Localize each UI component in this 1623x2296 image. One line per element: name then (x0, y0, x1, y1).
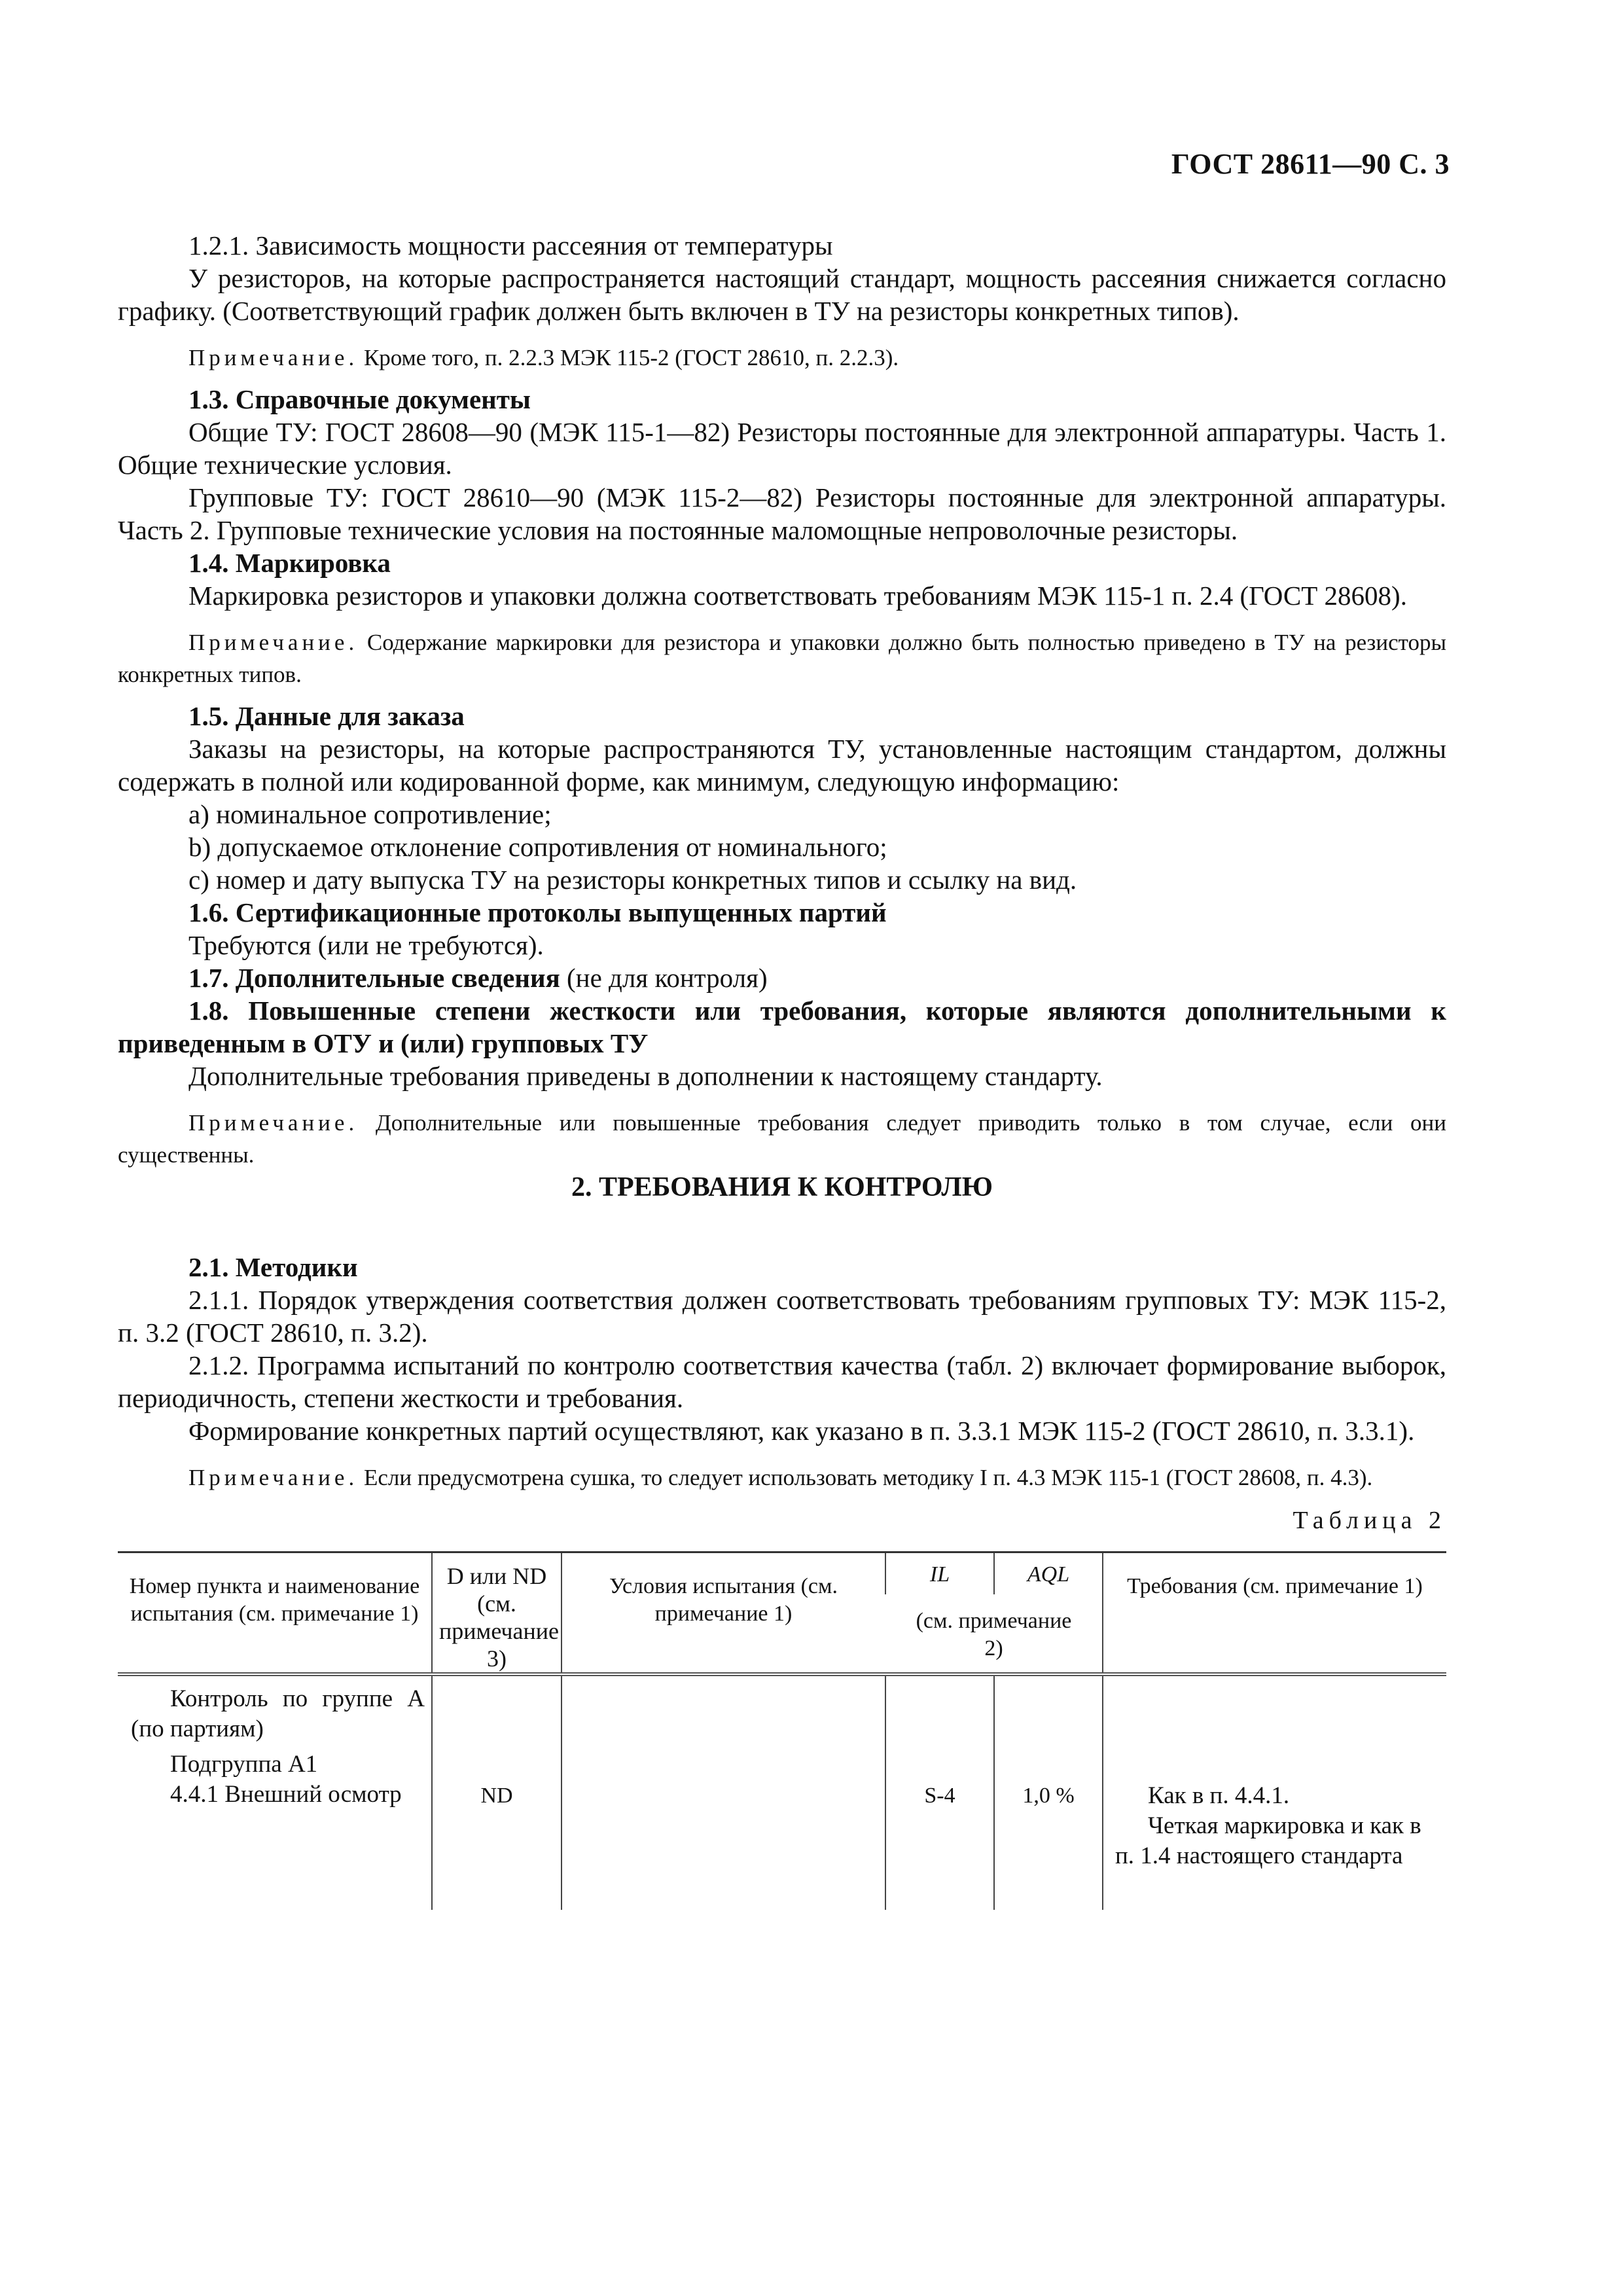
note-label: Примечание. (188, 1110, 359, 1136)
col-header-il-aql-note-text: (см. примечание 2) (916, 1608, 1072, 1660)
list-item: c) номер и дату выпуска ТУ на резисторы конкретных типов и ссылку на вид. (188, 865, 1077, 895)
req-1: Как в п. 4.4.1. (1148, 1782, 1290, 1809)
col-header-il-text: IL (929, 1562, 950, 1587)
s15-title: 1.5. Данные для заказа (188, 701, 465, 731)
s13-p2: Групповые ТУ: ГОСТ 28610—90 (МЭК 115-2—82) Резисторы постоянные для электронной аппаратуры. Часть 2. Групповые технические условия на постоянные маломощные непроволочные резисторы. (118, 482, 1446, 545)
note-3-text: Дополнительные или повышенные требования следует приводить только в том случае, если они существенны. (118, 1110, 1447, 1168)
note-3 (118, 1107, 1446, 1171)
note-label: Примечание. (188, 1465, 359, 1490)
s121-text: У резисторов, на которые распространяется настоящий стандарт, мощность рассеяния снижается согласно графику. (Соответствующий график должен быть включен в ТУ на резисторы конкретных типов). (118, 263, 1446, 326)
col-header-aql-text: AQL (1027, 1562, 1070, 1587)
col-header-il (885, 1552, 994, 1594)
note-4-text: Если предусмотрена сушка, то следует использовать методику I п. 4.3 МЭК 115-1 (ГОСТ 28608, п. 4.3). (363, 1465, 1373, 1490)
note-label: Примечание. (188, 630, 359, 655)
note-1 (118, 342, 1446, 374)
row-subgroup: Подгруппа А1 (170, 1751, 318, 1778)
s211-text: 2.1.1. Порядок утверждения соответствия должен соответствовать требованиям групповых ТУ: МЭК 115-2, п. 3.2 (ГОСТ 28610, п. 3.2). (118, 1285, 1446, 1348)
note-2 (118, 626, 1446, 691)
col-header-conditions (562, 1552, 885, 1675)
table-caption: Таблица 2 (1293, 1507, 1446, 1534)
note-label: Примечание. (188, 345, 359, 370)
page-header: ГОСТ 28611—90 С. 3 (1171, 148, 1450, 180)
col-header-requirements-text: Требования (см. примечание 1) (1127, 1574, 1423, 1598)
s17-suffix: (не для контроля) (560, 963, 768, 993)
col-header-test (118, 1552, 432, 1675)
col-header-conditions-text: Условия испытания (см. примечание 1) (609, 1574, 838, 1626)
col-header-dnd (432, 1552, 562, 1675)
s13-title: 1.3. Справочные документы (188, 384, 531, 414)
cell-aql-text: 1,0 % (1022, 1784, 1075, 1808)
section-2-title: 2. ТРЕБОВАНИЯ К КОНТРОЛЮ (571, 1172, 993, 1202)
s212-text: 2.1.2. Программа испытаний по контролю соответствия качества (табл. 2) включает формирование выборок, периодичность, степени жесткости и требования. (118, 1350, 1446, 1413)
req-2: Четкая маркировка и как в п. 1.4 настоящего стандарта (1115, 1812, 1421, 1869)
cell-requirements (1103, 1674, 1446, 1910)
row-test: 4.4.1 Внешний осмотр (170, 1781, 402, 1808)
col-header-il-aql-note (885, 1594, 1103, 1674)
cell-dnd (432, 1674, 562, 1910)
s13-p1: Общие ТУ: ГОСТ 28608—90 (МЭК 115-1—82) Резисторы постоянные для электронной аппаратуры. Часть 1. Общие технические условия. (118, 417, 1446, 480)
s18-text: Дополнительные требования приведены в дополнении к настоящему стандарту. (188, 1061, 1103, 1091)
list-item: a) номинальное сопротивление; (188, 799, 552, 829)
s17-line (118, 961, 1446, 994)
s21-title: 2.1. Методики (188, 1252, 358, 1282)
col-header-dnd-text: D или ND (см. примечание 3) (439, 1563, 559, 1672)
s14-text: Маркировка резисторов и упаковки должна соответствовать требованиям МЭК 115-1 п. 2.4 (ГОСТ 28608). (188, 581, 1407, 611)
col-header-test-text: Номер пункта и наименование испытания (см. примечание 1) (129, 1574, 420, 1626)
note-2-text: Содержание маркировки для резистора и упаковки должно быть полностью приведено в ТУ на резисторы конкретных типов. (118, 630, 1446, 687)
s121-title: 1.2.1. Зависимость мощности рассеяния от температуры (188, 230, 833, 260)
cell-test (118, 1674, 432, 1910)
row-group: Контроль по группе А (по партиям) (131, 1685, 425, 1742)
col-header-requirements (1103, 1552, 1446, 1675)
s16-title: 1.6. Сертификационные протоколы выпущенных партий (188, 897, 887, 927)
table-row (118, 1674, 1446, 1910)
cell-il-text: S-4 (924, 1784, 955, 1808)
note-1-text: Кроме того, п. 2.2.3 МЭК 115-2 (ГОСТ 28610, п. 2.2.3). (363, 345, 899, 370)
s17-title: 1.7. Дополнительные сведения (188, 963, 560, 993)
cell-aql (994, 1674, 1103, 1910)
note-4 (118, 1462, 1446, 1494)
s212b-text: Формирование конкретных партий осуществляют, как указано в п. 3.3.1 МЭК 115-2 (ГОСТ 28610, п. 3.3.1). (188, 1416, 1415, 1446)
col-header-aql (994, 1552, 1103, 1594)
s15-text: Заказы на резисторы, на которые распространяются ТУ, установленные настоящим стандартом, должны содержать в полной или кодированной форме, как минимум, следующую информацию: (118, 734, 1446, 797)
table-2 (118, 1551, 1446, 1910)
cell-dnd-text: ND (480, 1784, 513, 1808)
s14-title: 1.4. Маркировка (188, 548, 391, 578)
s16-text: Требуются (или не требуются). (188, 930, 544, 960)
cell-conditions (562, 1674, 885, 1910)
cell-il (885, 1674, 994, 1910)
list-item: b) допускаемое отклонение сопротивления от номинального; (188, 832, 887, 862)
s18-title: 1.8. Повышенные степени жесткости или требования, которые являются дополнительными к приведенным в ОТУ и (или) групповых ТУ (118, 996, 1446, 1058)
document-body (118, 229, 1446, 1910)
